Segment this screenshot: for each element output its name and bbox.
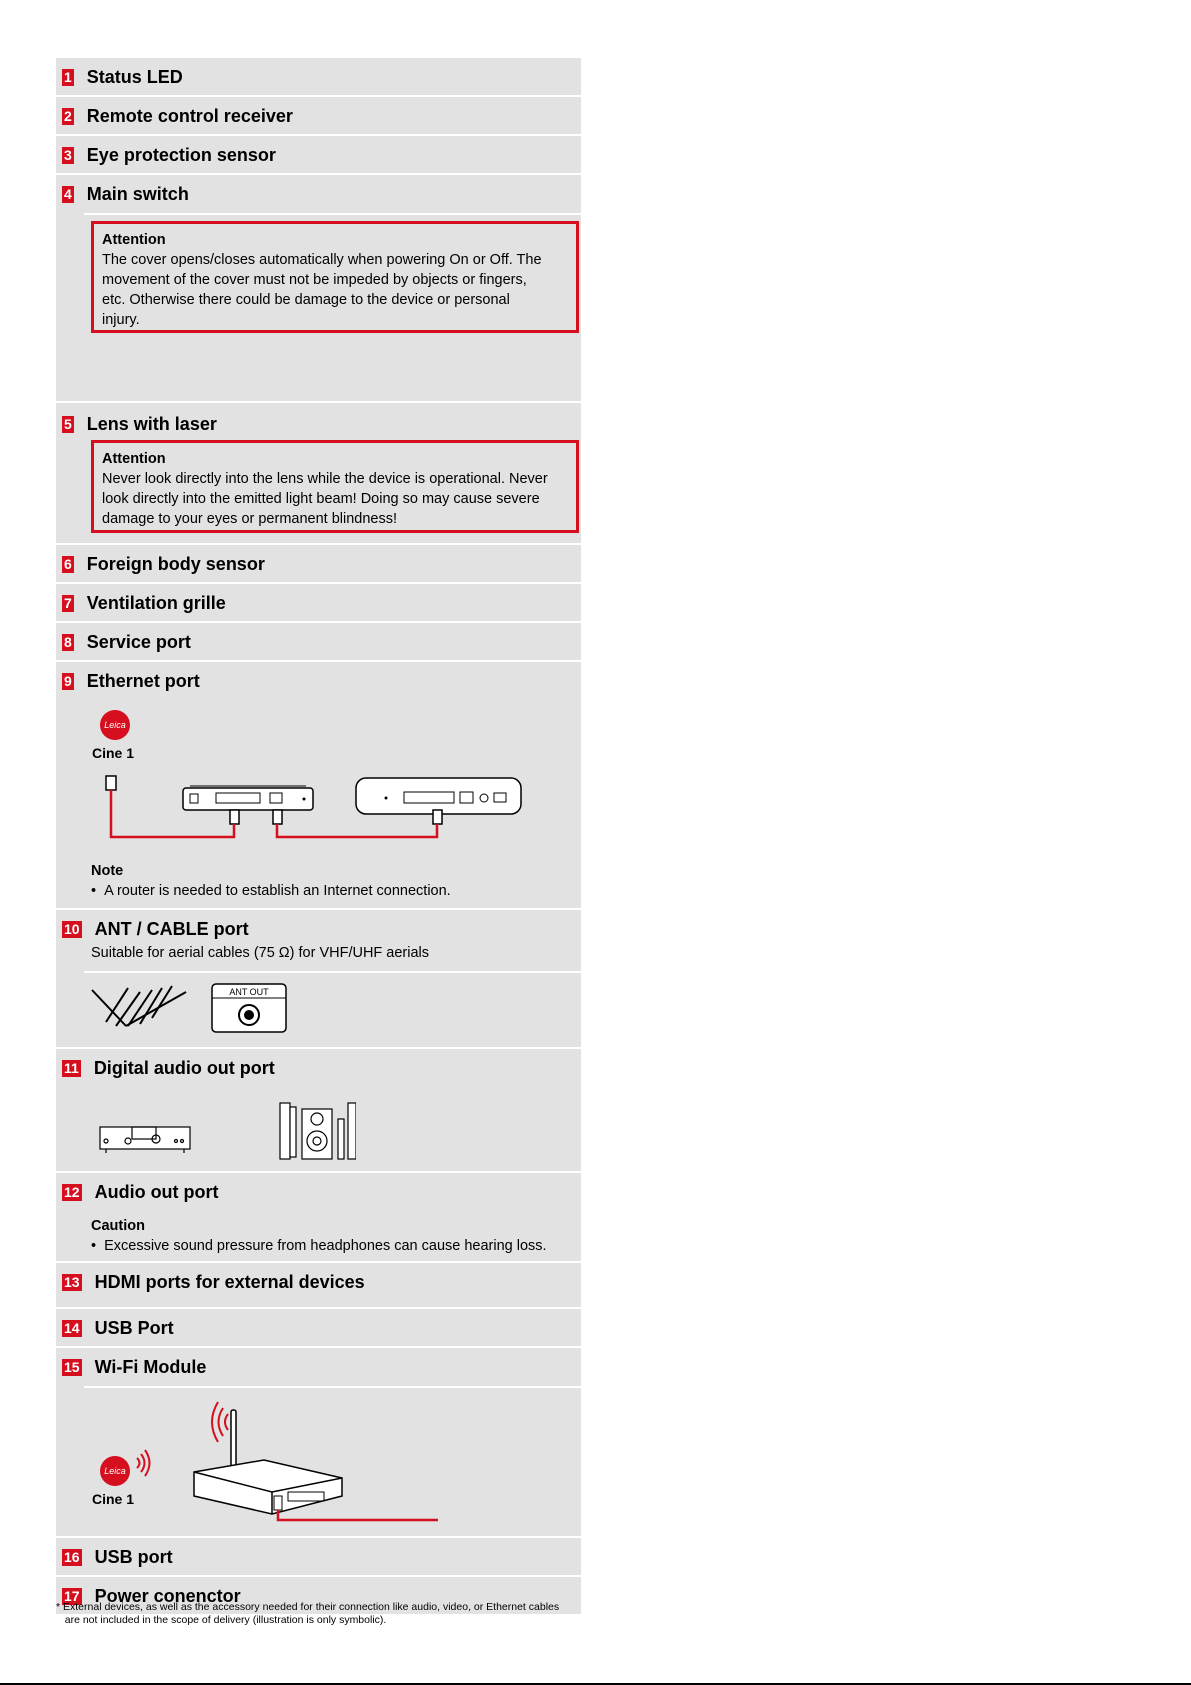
logo-lettering: Leica xyxy=(104,1466,126,1476)
item-number: 7 xyxy=(64,594,72,611)
item-number: 17 xyxy=(64,1587,80,1604)
item-subtitle: Suitable for aerial cables (75 Ω) for VHF/UHF aerials xyxy=(91,945,430,961)
attention-line: The cover opens/closes automatically when powering On or Off. The xyxy=(102,252,542,268)
item-number: 9 xyxy=(64,672,72,689)
item-title: Service port xyxy=(86,631,191,652)
footnote xyxy=(56,1601,596,1627)
item-number: 8 xyxy=(64,633,72,650)
item-remote-control-receiver xyxy=(56,97,581,134)
antenna-diagram xyxy=(86,980,346,1040)
item-service-port xyxy=(56,623,581,660)
item-title: Remote control receiver xyxy=(86,105,293,126)
attention-line: movement of the cover must not be impeded by objects or fingers, xyxy=(102,272,527,288)
item-ethernet-port xyxy=(56,662,581,908)
wifi-diagram xyxy=(86,1396,446,1530)
attention-heading: Attention xyxy=(102,451,166,467)
item-title: Lens with laser xyxy=(86,413,217,434)
item-lens-with-laser xyxy=(56,403,581,543)
footnote-line: * External devices, as well as the accessory needed for their connection like audio, video, or Ethernet cables xyxy=(56,1601,560,1613)
item-number: 5 xyxy=(64,415,72,432)
attention-box xyxy=(91,221,579,333)
attention-heading: Attention xyxy=(102,232,166,248)
item-ventilation-grille xyxy=(56,584,581,621)
note-heading: Note xyxy=(91,863,124,879)
item-title: Status LED xyxy=(86,66,183,87)
item-digital-audio-out-port xyxy=(56,1049,581,1171)
item-title: Ethernet port xyxy=(86,670,200,691)
amplifier-icon xyxy=(100,1127,190,1153)
item-title: Audio out port xyxy=(94,1181,219,1202)
attention-box xyxy=(91,440,579,533)
item-number: 3 xyxy=(64,146,72,163)
speaker-icon xyxy=(280,1103,356,1159)
ethernet-cable xyxy=(278,1510,438,1520)
ethernet-cable xyxy=(277,824,437,837)
item-number: 16 xyxy=(64,1548,80,1565)
attention-line: Never look directly into the lens while the device is operational. Never xyxy=(102,471,548,487)
item-wifi-module xyxy=(56,1348,581,1536)
item-title: ANT / CABLE port xyxy=(94,918,249,939)
item-status-led xyxy=(56,58,581,95)
wifi-signal-icon xyxy=(137,1450,150,1476)
router-icon xyxy=(356,778,521,814)
attention-line: look directly into the emitted light beam! Doing so may cause severe xyxy=(102,491,540,507)
item-number: 14 xyxy=(64,1319,80,1336)
item-title: HDMI ports for external devices xyxy=(94,1271,365,1292)
device-label: Cine 1 xyxy=(92,745,135,761)
item-title: Power conenctor xyxy=(94,1585,241,1606)
item-foreign-body-sensor xyxy=(56,545,581,582)
item-audio-out-port xyxy=(56,1173,581,1261)
item-number: 11 xyxy=(64,1059,79,1076)
audio-devices-diagram xyxy=(96,1099,356,1163)
antenna-icon xyxy=(92,986,186,1026)
item-title: Digital audio out port xyxy=(93,1057,275,1078)
item-number: 4 xyxy=(64,185,72,202)
footnote-line: are not included in the scope of delivery (illustration is only symbolic). xyxy=(56,1614,387,1626)
item-number: 12 xyxy=(64,1183,80,1200)
ethernet-plug-icon xyxy=(106,776,116,790)
wifi-signal-icon xyxy=(212,1402,228,1442)
note-bullet: • A router is needed to establish an Internet connection. xyxy=(91,883,451,899)
ethernet-diagram xyxy=(86,708,556,848)
device-label: Cine 1 xyxy=(92,1491,135,1507)
item-eye-protection-sensor xyxy=(56,136,581,173)
attention-line: etc. Otherwise there could be damage to the device or personal xyxy=(102,292,510,308)
wifi-router-icon xyxy=(194,1410,342,1514)
item-number: 1 xyxy=(64,68,72,85)
item-number: 13 xyxy=(64,1273,80,1290)
item-number: 2 xyxy=(64,107,72,124)
note-bullet: • Excessive sound pressure from headphones can cause hearing loss. xyxy=(91,1238,547,1254)
item-title: Ventilation grille xyxy=(86,592,226,613)
attention-line: injury. xyxy=(102,312,140,328)
item-title: Eye protection sensor xyxy=(86,144,276,165)
item-number: 15 xyxy=(64,1358,80,1375)
attention-line: damage to your eyes or permanent blindness! xyxy=(102,511,398,527)
network-switch-icon xyxy=(183,788,313,810)
item-usb-port-2 xyxy=(56,1538,581,1575)
item-title: Wi-Fi Module xyxy=(94,1356,207,1377)
item-hdmi-ports xyxy=(56,1263,581,1307)
item-ant-cable-port xyxy=(56,910,581,1047)
item-title: Main switch xyxy=(86,183,189,204)
item-title: Foreign body sensor xyxy=(86,553,265,574)
item-number: 10 xyxy=(64,920,80,937)
port-label: ANT OUT xyxy=(229,987,269,997)
item-number: 6 xyxy=(64,555,72,572)
item-usb-port xyxy=(56,1309,581,1346)
note-heading: Caution xyxy=(91,1218,145,1234)
logo-lettering: Leica xyxy=(104,720,126,730)
item-main-switch xyxy=(56,175,581,401)
item-title: USB port xyxy=(94,1546,173,1567)
item-title: USB Port xyxy=(94,1317,174,1338)
